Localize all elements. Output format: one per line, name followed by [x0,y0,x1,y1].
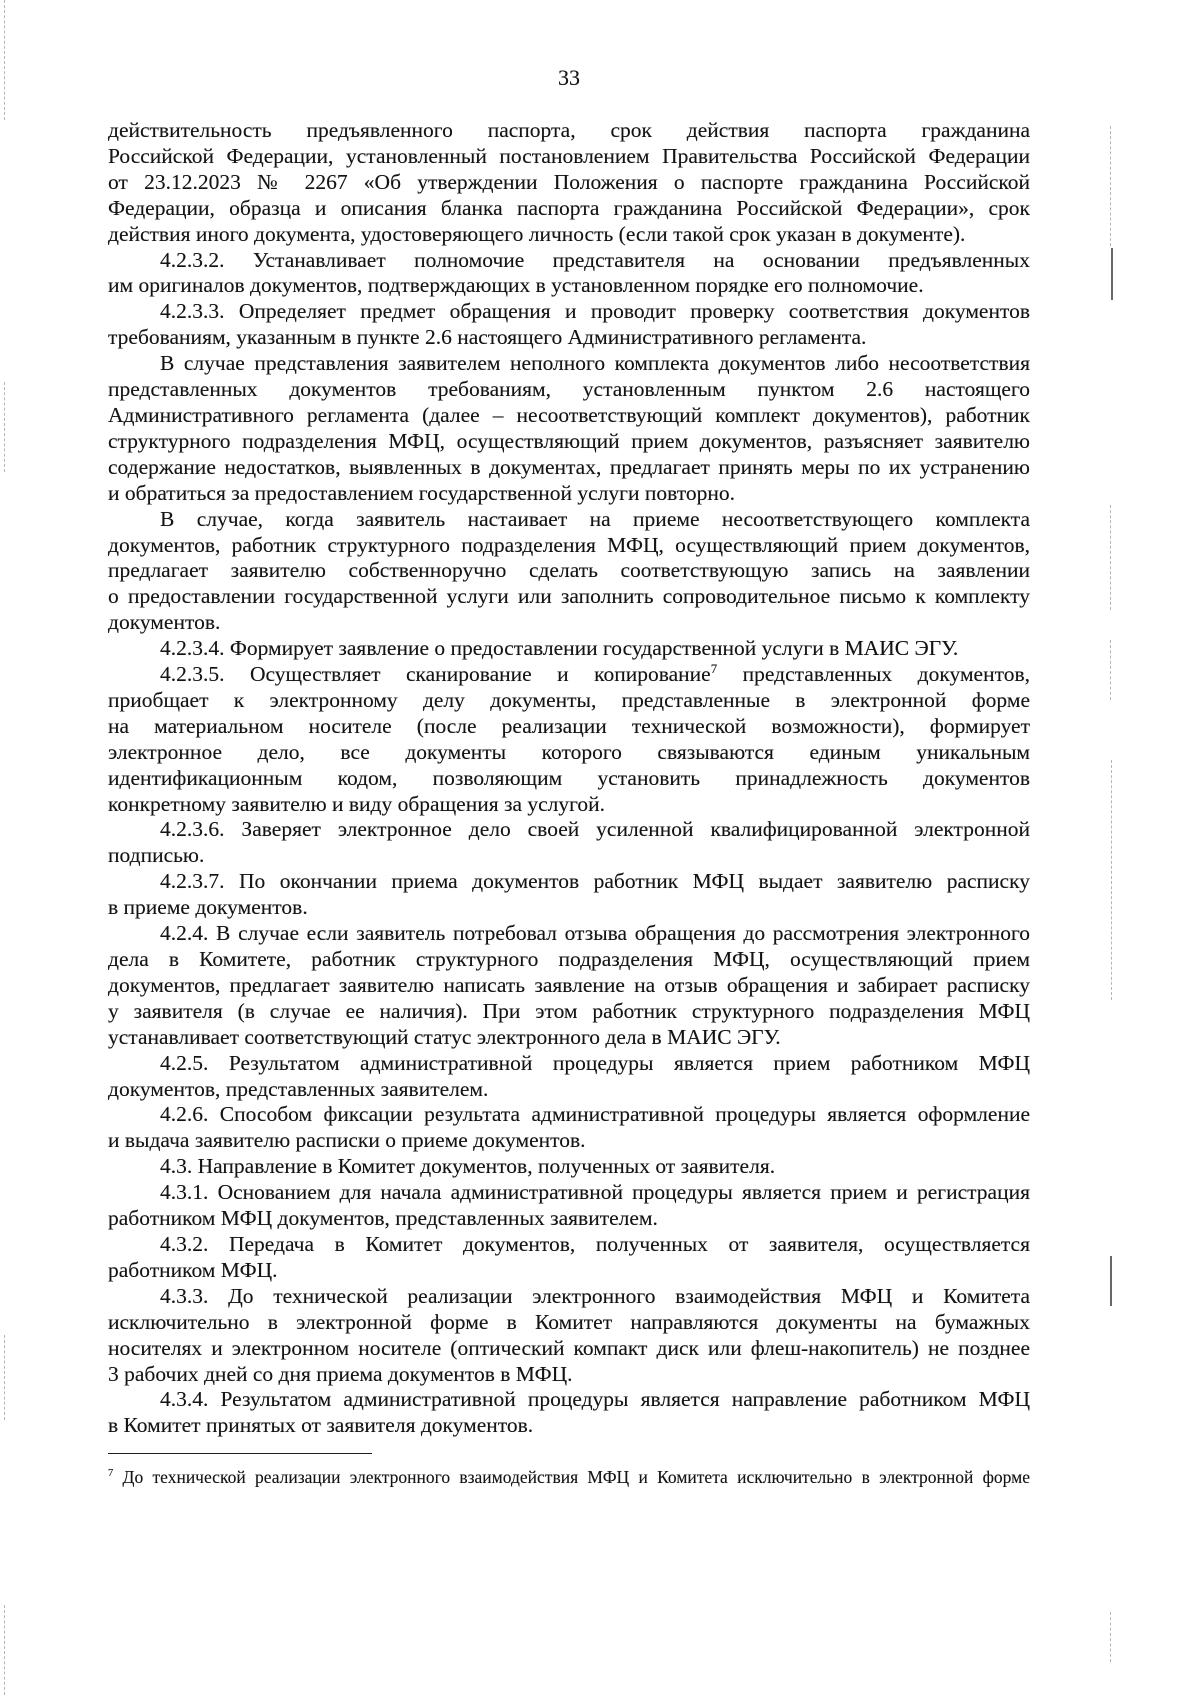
footnote-marker: 7 [108,1468,114,1480]
scan-edge-mark [1110,1256,1112,1306]
text-line: 4.3.1. Основанием для начала административной процедуры является прием и регистрация [160,1180,1030,1205]
text-line: документов, предлагает заявителю написать заявление на отзыв обращения и забирает расписку [108,972,1030,997]
footnote-separator [108,1453,372,1454]
section-heading-4-3 [108,1154,1030,1180]
page-number: 33 [558,65,580,90]
text-line: документов, работник структурного подразделения МФЦ, осуществляющий прием документов, [108,532,1030,557]
paragraph-4-2-4 [108,921,1030,1051]
text-line: Административного регламента (далее – несоответствующий комплект документов), работник [108,402,1030,427]
text-line: работником МФЦ документов, представленных заявителем. [108,1206,658,1231]
paragraph-4-3-1 [108,1180,1030,1232]
scan-edge-mark [4,0,5,120]
text-line: от 23.12.2023 № 2267 «Об утверждении Положения о паспорте гражданина Российской [108,169,1030,194]
text-line-segment: представленных документов, [742,662,1030,687]
text-line: приобщает к электронному делу документы, представленные в электронной форме [108,687,1030,712]
document-body [108,118,1030,1439]
scan-edge-mark [1110,1612,1111,1662]
paragraph-continuation [108,118,1030,248]
text-line: документов, представленных заявителем. [108,1076,489,1101]
text-line: в Комитет принятых от заявителя документов. [108,1413,534,1438]
paragraph-4-3-2 [108,1232,1030,1284]
text-line: Федерации, образца и описания бланка паспорта гражданина Российской Федерации», срок [108,195,1030,220]
scan-edge-mark [1110,640,1111,700]
text-line: документов. [108,610,221,635]
text-line: 4.3. Направление в Комитет документов, полученных от заявителя. [160,1154,776,1179]
text-line: носителях и электронном носителе (оптический компакт диск или флеш-накопитель) не позднее [108,1335,1030,1360]
text-line: у заявителя (в случае ее наличия). При этом работник структурного подразделения МФЦ [108,998,1030,1023]
paragraph-4-2-3-6 [108,817,1030,869]
text-line: содержание недостатков, выявленных в документах, предлагает принять меры по их устранению [108,454,1030,479]
paragraph-4-2-3-4 [108,636,1030,662]
text-line: 4.2.6. Способом фиксации результата административной процедуры является оформление [160,1102,1030,1127]
paragraph-4-2-3-2 [108,248,1030,300]
paragraph-4-2-3-3 [108,299,1030,351]
text-line: 4.3.4. Результатом административной процедуры является направление работником МФЦ [160,1387,1030,1412]
text-line: В случае представления заявителем неполного комплекта документов либо несоответствия [160,351,1030,376]
text-line: электронное дело, все документы которого связываются единым уникальным [108,739,1030,764]
paragraph-incomplete-document-set [108,351,1030,506]
paragraph-4-3-3 [108,1284,1030,1388]
text-line: 4.2.3.3. Определяет предмет обращения и проводит проверку соответствия документов [160,299,1030,324]
footnote-text: До технической реализации электронного взаимодействия МФЦ и Комитета исключительно в электронной форме [122,1467,1031,1487]
text-line: конкретному заявителю и виду обращения за услугой. [108,791,606,816]
text-line: 4.2.3.6. Заверяет электронное дело своей усиленной квалифицированной электронной [160,817,1030,842]
text-line: идентификационным кодом, позволяющим установить принадлежность документов [108,765,1030,790]
scan-edge-mark [1110,126,1111,246]
scan-edge-mark [1110,505,1111,610]
text-line: и выдача заявителю расписки о приеме документов. [108,1128,586,1153]
text-line-segment: 4.2.3.5. Осуществляет сканирование и копирование [160,662,711,687]
text-line: о предоставлении государственной услуги или заполнить сопроводительное письмо к комплекту [108,584,1030,609]
text-line: им оригиналов документов, подтверждающих в установленном порядке его полномочие. [108,273,924,298]
footnote [108,1466,1030,1488]
text-line [108,662,1030,688]
paragraph-4-2-3-7 [108,869,1030,921]
text-line: исключительно в электронной форме в Комитет направляются документы на бумажных [108,1309,1030,1334]
text-line: требованиям, указанным в пункте 2.6 настоящего Административного регламента. [108,325,867,350]
text-line: 4.2.5. Результатом административной процедуры является прием работником МФЦ [160,1050,1030,1075]
text-line: устанавливает соответствующий статус электронного дела в МАИС ЭГУ. [108,1024,781,1049]
text-line: структурного подразделения МФЦ, осуществляющий прием документов, разъясняет заявителю [108,428,1030,453]
paragraph-4-3-4 [108,1387,1030,1439]
text-line: 4.2.3.7. По окончании приема документов работник МФЦ выдает заявителю расписку [160,869,1030,894]
text-line: подписью. [108,843,205,868]
text-line: и обратиться за предоставлением государственной услуги повторно. [108,480,735,505]
scan-edge-mark [4,1335,5,1420]
text-line: действительность предъявленного паспорта, срок действия паспорта гражданина [108,118,1030,142]
paragraph-4-2-5 [108,1051,1030,1103]
scan-edge-mark [4,382,5,472]
footnote-ref: 7 [710,661,718,676]
text-line: представленных документов требованиям, установленным пунктом 2.6 настоящего [108,377,1030,402]
paragraph-4-2-3-5 [108,662,1030,817]
text-line: 4.3.2. Передача в Комитет документов, полученных от заявителя, осуществляется [160,1231,1030,1256]
text-line: 4.2.4. В случае если заявитель потребовал отзыва обращения до рассмотрения электронного [160,921,1030,946]
text-line: 4.2.3.4. Формирует заявление о предоставлении государственной услуги в МАИС ЭГУ. [160,636,959,661]
scan-edge-mark [4,1605,5,1695]
scan-edge-mark [1111,760,1112,1000]
text-line: в приеме документов. [108,895,308,920]
text-line: работником МФЦ. [108,1257,278,1282]
text-line: дела в Комитете, работник структурного подразделения МФЦ, осуществляющий прием [108,947,1030,971]
text-line: 4.2.3.2. Устанавливает полномочие представителя на основании предъявленных [160,247,1030,272]
text-line: действия иного документа, удостоверяющего личность (если такой срок указан в документе). [108,221,966,246]
text-line: Российской Федерации, установленный постановлением Правительства Российской Федерации [108,143,1030,168]
text-line: В случае, когда заявитель настаивает на приеме несоответствующего комплекта [160,506,1030,531]
scan-edge-mark [1111,248,1113,300]
text-line: 3 рабочих дней со дня приема документов в МФЦ. [108,1361,573,1386]
text-line: 4.3.3. До технической реализации электронного взаимодействия МФЦ и Комитета [160,1283,1030,1308]
paragraph-4-2-6 [108,1102,1030,1154]
paragraph-applicant-insists [108,507,1030,637]
text-line: на материальном носителе (после реализации технической возможности), формирует [108,713,1030,738]
text-line: предлагает заявителю собственноручно сделать соответствующую запись на заявлении [108,558,1030,583]
